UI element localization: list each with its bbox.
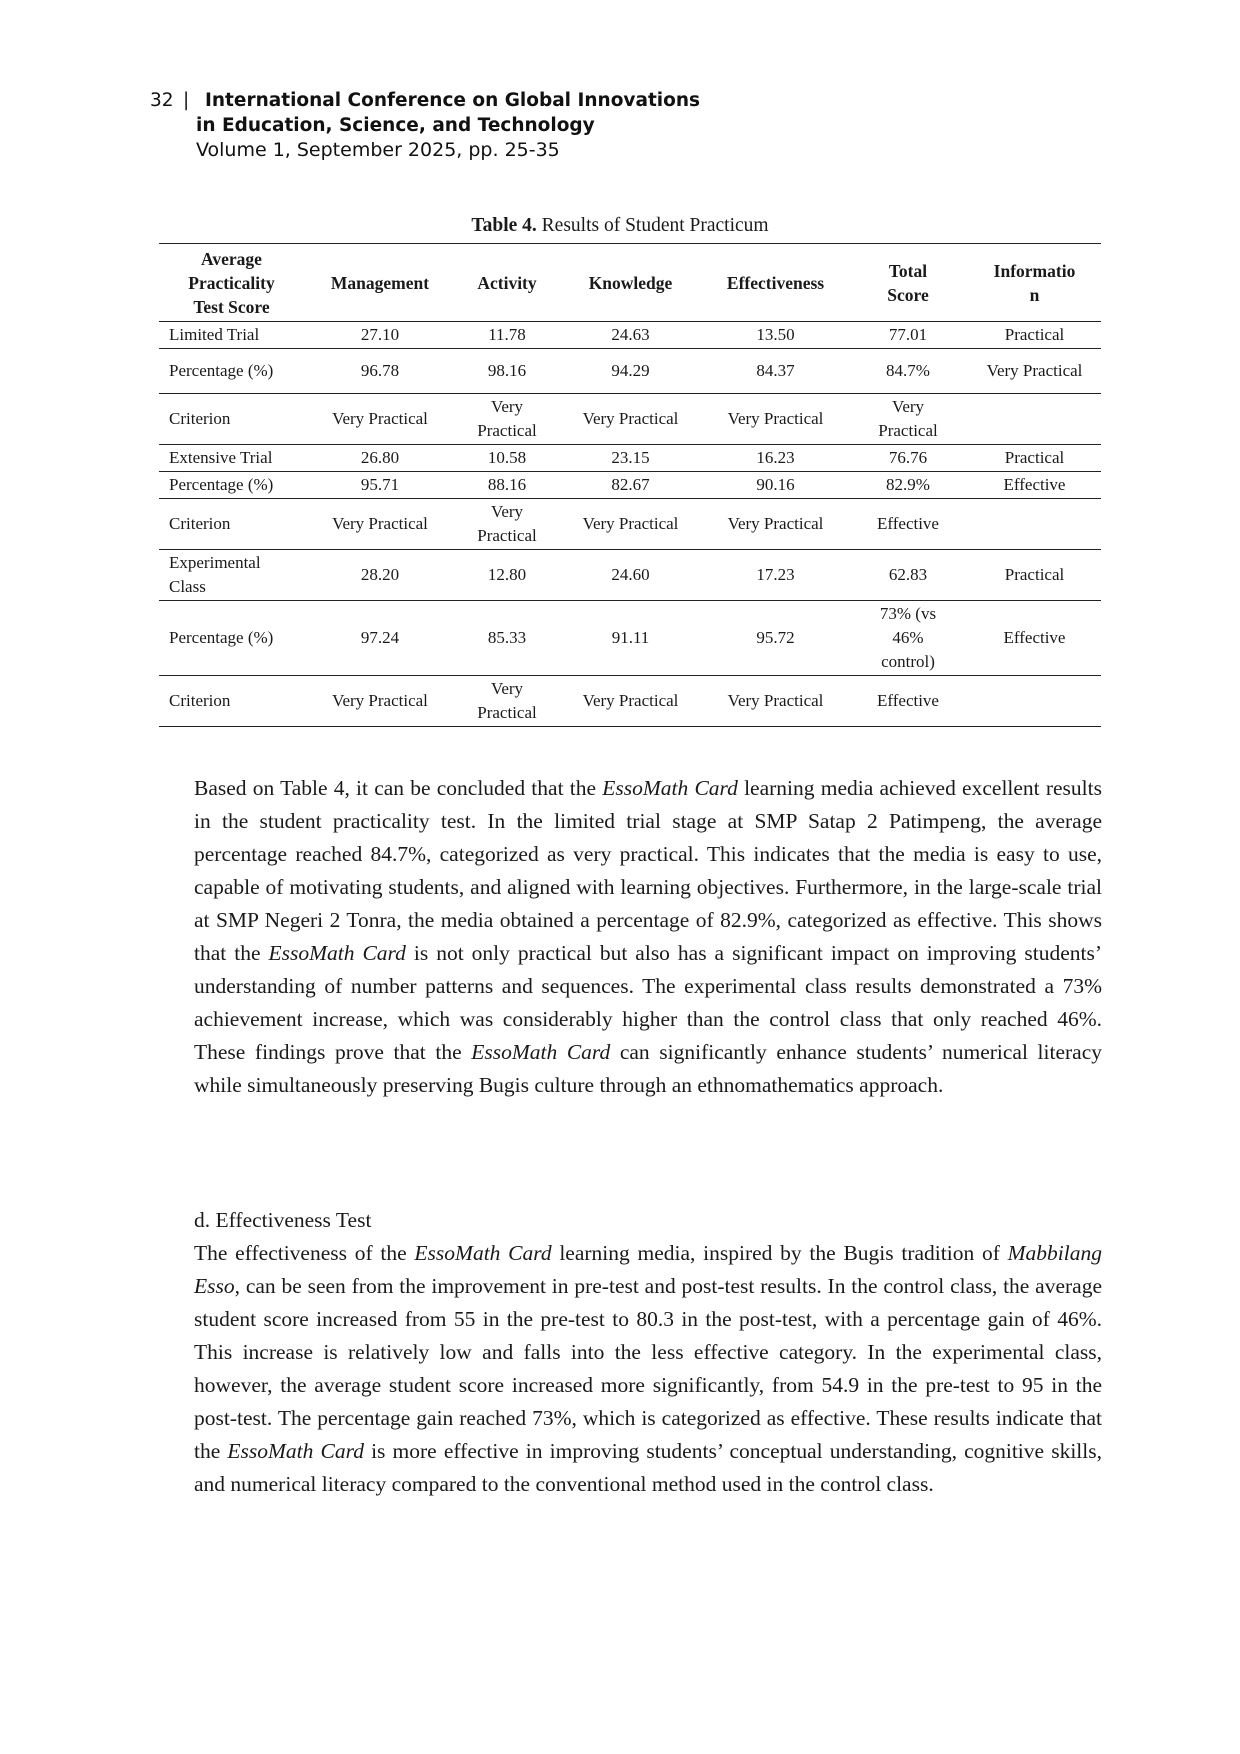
table-cell: 95.71 xyxy=(360,475,400,494)
table-cell: Very Practical xyxy=(727,409,824,428)
row-label: Percentage (%) xyxy=(169,361,274,380)
table-cell: 11.78 xyxy=(488,325,526,344)
table-cell: 12.80 xyxy=(487,565,527,584)
table-cell: Very Practical xyxy=(727,691,824,710)
table-cell: Very Practical xyxy=(582,691,679,710)
table-caption xyxy=(0,215,1240,237)
table-cell: Effective xyxy=(877,514,939,533)
table-cell: 91.11 xyxy=(611,628,650,647)
italic-term: EssoMath Card xyxy=(602,776,738,800)
table-cell: 27.10 xyxy=(360,325,400,344)
row-label: Percentage (%) xyxy=(169,628,274,647)
table-cell: 77.01 xyxy=(888,325,928,344)
table-cell: 97.24 xyxy=(360,628,400,647)
table-row xyxy=(159,445,1101,472)
table-cell: 84.7% xyxy=(886,361,930,380)
table-cell: 13.50 xyxy=(756,325,795,344)
table-row xyxy=(159,349,1101,394)
section-effectiveness-test xyxy=(194,1204,1102,1501)
row-label: Extensive Trial xyxy=(169,448,273,467)
table-cell: Practical xyxy=(1004,325,1065,344)
row-label: Criterion xyxy=(169,514,231,533)
table-cell: Effective xyxy=(877,691,939,710)
table-cell: Very Practical xyxy=(878,397,938,440)
table-cell: Very Practical xyxy=(727,514,824,533)
table-cell: 28.20 xyxy=(360,565,400,584)
table-cell: 82.67 xyxy=(611,475,650,494)
table-cell: 95.72 xyxy=(756,628,795,647)
table-cell: 85.33 xyxy=(487,628,527,647)
table-cell: 17.23 xyxy=(756,565,795,584)
table-cell: 10.58 xyxy=(487,448,527,467)
table-cell: Practical xyxy=(1004,565,1065,584)
column-header: Effectiveness xyxy=(726,272,825,293)
row-label: Criterion xyxy=(169,691,231,710)
table-cell: 24.63 xyxy=(611,325,650,344)
table-cell: 62.83 xyxy=(888,565,928,584)
table-row xyxy=(159,322,1101,349)
table-cell: 24.60 xyxy=(611,565,650,584)
volume-info: Volume 1, September 2025, pp. 25-35 xyxy=(196,139,560,161)
table-cell: Very Practical xyxy=(332,409,428,428)
table-cell: Very Practical xyxy=(986,361,1083,380)
italic-term: EssoMath Card xyxy=(227,1439,364,1463)
italic-term: EssoMath Card xyxy=(268,941,406,965)
table-cell: 94.29 xyxy=(611,361,650,380)
table-cell xyxy=(968,499,1101,550)
table-caption-text: Results of Student Practicum xyxy=(541,215,769,236)
table-cell: 16.23 xyxy=(756,448,795,467)
paragraph-1: Based on Table 4, it can be concluded that the EssoMath Card learning media achieved excellent results in the student practicality test. In the limited trial stage at SMP Satap 2 Patimpeng, the average percentage reached 84.7%, categorized as very practical. This indicates that the media is easy to use, capable of motivating students, and aligned with learning objectives. Furthermore, in the large-scale trial at SMP Negeri 2 Tonra, the media obtained a percentage of 82.9%, categorized as effective. This shows that the EssoMath Card is not only practical but also has a significant impact on improving students’ understanding of number patterns and sequences. The experimental class results demonstrated a 73% achievement increase, which was considerably higher than the control class that only reached 46%. These findings prove that the EssoMath Card can significantly enhance students’ numerical literacy while simultaneously preserving Bugis culture through an ethnomathematics approach. xyxy=(194,776,1102,1097)
header-separator: | xyxy=(183,90,190,111)
table-cell: Very Practical xyxy=(332,514,428,533)
table-body xyxy=(159,322,1101,727)
table-cell: 73% (vs 46% control) xyxy=(879,604,937,671)
table-cell: 96.78 xyxy=(360,361,400,380)
table-cell: 76.76 xyxy=(888,448,928,467)
row-label: Limited Trial xyxy=(169,325,260,344)
table-cell: Very Practical xyxy=(477,502,537,545)
table-cell: Very Practical xyxy=(332,691,428,710)
table-cell: Effective xyxy=(1003,475,1066,494)
table-cell: 26.80 xyxy=(360,448,400,467)
italic-term: EssoMath Card xyxy=(471,1040,611,1064)
row-label: Percentage (%) xyxy=(169,475,274,494)
table-cell xyxy=(968,394,1101,445)
paragraph-2: The effectiveness of the EssoMath Card learning media, inspired by the Bugis tradition of Mabbilang Esso, can be seen from the improvement in pre-test and post-test results. In the control class, the average student score increased from 55 in the pre-test to 80.3 in the post-test, with a percentage gain of 46%. This increase is relatively low and falls into the less effective category. In the experimental class, however, the average student score increased more significantly, from 54.9 in the pre-test to 95 in the post-test. The percentage gain reached 73%, which is categorized as effective. These results indicate that the EssoMath Card is more effective in improving students’ conceptual understanding, cognitive skills, and numerical literacy compared to the conventional method used in the control class. xyxy=(194,1241,1102,1496)
page-number: 32 xyxy=(150,90,174,111)
table-header-row xyxy=(159,244,1101,322)
table-cell xyxy=(968,676,1101,727)
table-row xyxy=(159,499,1101,550)
column-header: Average Practicality Test Score xyxy=(188,248,275,317)
table-cell: 98.16 xyxy=(487,361,527,380)
running-header xyxy=(150,88,700,163)
section-heading: d. Effectiveness Test xyxy=(194,1208,372,1232)
table-cell: 84.37 xyxy=(756,361,795,380)
table-cell: Effective xyxy=(1003,628,1066,647)
conference-title-line2: in Education, Science, and Technology xyxy=(196,115,595,136)
table-cell: 90.16 xyxy=(756,475,795,494)
column-header: Activity xyxy=(477,272,537,293)
results-table xyxy=(159,243,1101,727)
table-cell: 88.16 xyxy=(487,475,527,494)
italic-term: EssoMath Card xyxy=(414,1241,552,1265)
table-caption-label: Table 4. xyxy=(471,215,537,236)
table-row xyxy=(159,394,1101,445)
table-cell: Very Practical xyxy=(477,679,537,722)
paragraph-table-discussion xyxy=(194,772,1102,1102)
column-header: Informatio n xyxy=(993,260,1076,305)
row-label: Experimental Class xyxy=(169,553,261,596)
table-row xyxy=(159,550,1101,601)
table-cell: Very Practical xyxy=(477,397,537,440)
column-header: Knowledge xyxy=(588,272,673,293)
conference-title-line1: International Conference on Global Innovations xyxy=(205,90,701,111)
table-cell: 23.15 xyxy=(611,448,650,467)
table-cell: 82.9% xyxy=(886,475,930,494)
column-header: Management xyxy=(330,272,430,293)
italic-term: Mabbilang Esso xyxy=(194,1241,1102,1298)
table-row xyxy=(159,601,1101,676)
row-label: Criterion xyxy=(169,409,231,428)
table-cell: Very Practical xyxy=(582,409,679,428)
column-header: Total Score xyxy=(887,260,929,305)
table-row xyxy=(159,472,1101,499)
table-row xyxy=(159,676,1101,727)
table-cell: Very Practical xyxy=(582,514,679,533)
table-cell: Practical xyxy=(1004,448,1065,467)
